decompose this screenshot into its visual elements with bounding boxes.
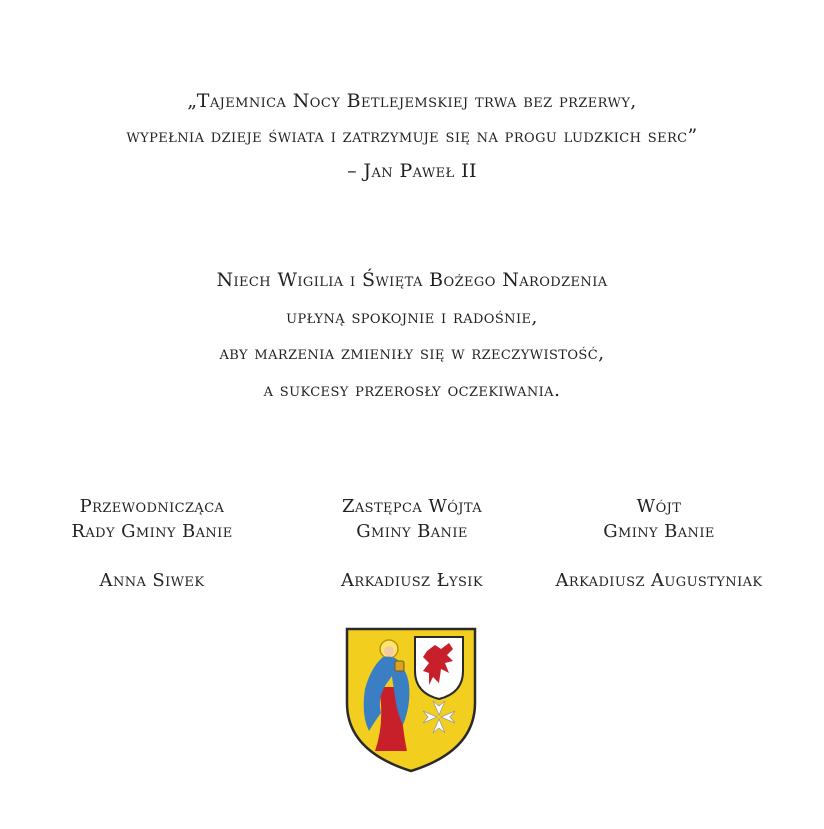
wishes-line-1: Niech Wigilia i Święta Bożego Narodzenia [216,269,608,291]
quote-block [0,84,824,189]
signature-name: Anna Siwek [99,570,205,591]
signature-role [277,494,547,544]
signature-role [17,494,287,544]
signature-name: Arkadiusz Augustyniak [555,570,763,591]
role-line-2: Rady Gminy Banie [71,521,233,542]
role-line-2: Gminy Banie [603,521,715,542]
role-line-1: Przewodnicząca [79,496,225,517]
wishes-line-3: aby marzenia zmieniły się w rzeczywistość, [219,342,605,364]
signature-deputy-mayor [277,494,547,593]
ointment-jar [395,661,404,671]
signature-role [524,494,794,544]
signature-mayor [524,494,794,593]
wishes-line-4: a sukcesy przerosły oczekiwania. [263,378,561,401]
wishes-line-2: upłyną spokojnie i radośnie, [286,305,538,328]
quote-line-2: wypełnia dzieje świata i zatrzymuje się na progu ludzkich serc” [126,125,698,147]
quote-line-1: „Tajemnica Nocy Betlejemskiej trwa bez przerwy, [187,90,637,112]
role-line-2: Gminy Banie [356,521,468,542]
role-line-1: Zastępca Wójta [341,496,483,517]
signature-name: Arkadiusz Łysik [341,570,483,591]
wishes-block [0,262,824,408]
role-line-1: Wójt [636,496,682,517]
coat-of-arms-icon [345,627,477,773]
signature-chairwoman [17,494,287,593]
quote-author: – Jan Paweł II [347,160,477,182]
saint-head [384,646,394,656]
